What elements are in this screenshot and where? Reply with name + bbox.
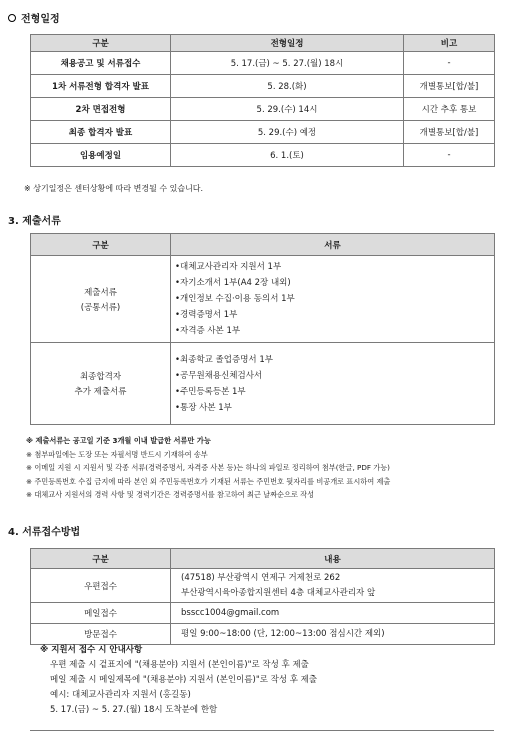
schedule-title: 전형일정 <box>21 14 60 25</box>
documents-group-items <box>171 256 495 343</box>
list-item: • 통장 사본 1부 <box>175 400 490 416</box>
documents-note: ※ 첨부파일에는 도장 또는 자필서명 반드시 기재하여 송부 <box>26 448 390 462</box>
list-item: • 대체교사관리자 지원서 1부 <box>175 259 490 275</box>
schedule-cell: 6. 1.(토) <box>171 144 404 167</box>
schedule-header-row <box>31 35 495 52</box>
documents-group-label <box>31 256 171 343</box>
documents-title: 3. 제출서류 <box>8 216 61 227</box>
documents-group-label-line: 추가 제출서류 <box>74 387 127 397</box>
documents-header-category: 구분 <box>31 234 171 256</box>
documents-table <box>30 233 495 425</box>
documents-group-label-line: 최종합격자 <box>79 372 122 382</box>
method-title: 4. 서류접수방법 <box>8 527 81 538</box>
schedule-cell: 5. 17.(금) ~ 5. 27.(월) 18시 <box>171 52 404 75</box>
documents-header-docs: 서류 <box>171 234 495 256</box>
schedule-cell: 개별통보[합/불] <box>404 121 495 144</box>
documents-group-label-line: (공통서류) <box>80 302 121 313</box>
schedule-cell: - <box>404 144 495 167</box>
method-header-row <box>31 549 495 569</box>
notice-line: 메일 제출 시 메일제목에 "(채용분야) 지원서 (본인이름)"로 작성 후 제출 <box>50 675 318 685</box>
schedule-cell: 5. 29.(수) 예정 <box>171 121 404 144</box>
list-item: • 자격증 사본 1부 <box>175 323 490 339</box>
schedule-cell: 5. 28.(화) <box>171 75 404 98</box>
table-row <box>31 624 495 645</box>
schedule-heading <box>8 10 60 25</box>
list-item: • 경력증명서 1부 <box>175 307 490 323</box>
documents-group-label <box>31 343 171 425</box>
documents-note: ※ 이메일 지원 시 지원서 및 각종 서류(경력증명서, 자격증 사본 등)는 하나의 파일로 정리하여 첨부(한글, PDF 가능) <box>26 461 390 475</box>
schedule-header-category: 구분 <box>31 35 171 52</box>
method-table <box>30 548 495 645</box>
notice-line: 예시: 대체교사관리자 지원서 (홍길동) <box>50 690 191 700</box>
schedule-cell: 2차 면접전형 <box>31 98 171 121</box>
documents-group-items <box>171 343 495 425</box>
schedule-cell: 시간 추후 통보 <box>404 98 495 121</box>
method-email: bsscc1004@gmail.com <box>171 603 495 624</box>
method-header-content: 내용 <box>171 549 495 569</box>
table-row <box>31 343 495 425</box>
notice-line: 5. 17.(금) ~ 5. 27.(월) 18시 도착분에 한함 <box>50 705 218 715</box>
documents-note: ※ 주민등록번호 수집 금지에 따라 본인 외 주민등록번호가 기재된 서류는 주민번호 뒷자리를 비공개로 표시하여 제출 <box>26 475 390 489</box>
list-item: • 공무원채용신체검사서 <box>175 368 490 384</box>
table-row <box>31 144 495 167</box>
schedule-cell: 5. 29.(수) 14시 <box>171 98 404 121</box>
list-item: • 자기소개서 1부(A4 2장 내외) <box>175 275 490 291</box>
list-item: • 개인정보 수집·이용 동의서 1부 <box>175 291 490 307</box>
table-row <box>31 121 495 144</box>
table-row <box>31 569 495 603</box>
table-row <box>31 75 495 98</box>
schedule-header-date: 전형일정 <box>171 35 404 52</box>
method-content <box>171 569 495 603</box>
table-row <box>31 98 495 121</box>
documents-notes <box>26 434 390 502</box>
schedule-cell: - <box>404 52 495 75</box>
schedule-cell: 개별통보[합/불] <box>404 75 495 98</box>
circle-bullet-icon <box>8 14 16 22</box>
schedule-note: ※ 상기일정은 센터상황에 따라 변경될 수 있습니다. <box>24 184 204 193</box>
documents-group-label-line: 제출서류 <box>84 287 117 298</box>
schedule-table <box>30 34 495 167</box>
schedule-cell: 임용예정일 <box>31 144 171 167</box>
documents-note: ※ 제출서류는 공고일 기준 3개월 이내 발급한 서류만 가능 <box>26 434 390 448</box>
notice-line: 우편 제출 시 겉표지에 "(채용분야) 지원서 (본인이름)"로 작성 후 제출 <box>50 660 309 670</box>
method-visit-hours: 평일 9:00~18:00 (단, 12:00~13:00 점심시간 제외) <box>171 624 495 645</box>
documents-note: ※ 대체교사 지원서의 경력 사항 및 경력기간은 경력증명서를 참고하여 최근 날짜순으로 작성 <box>26 488 390 502</box>
table-row <box>31 52 495 75</box>
schedule-cell: 채용공고 및 서류접수 <box>31 52 171 75</box>
list-item: • 주민등록등본 1부 <box>175 384 490 400</box>
list-item: • 최종학교 졸업증명서 1부 <box>175 352 490 368</box>
schedule-cell: 최종 합격자 발표 <box>31 121 171 144</box>
notice-heading: ※ 지원서 접수 시 안내사항 <box>40 645 143 655</box>
schedule-cell: 1차 서류전형 합격자 발표 <box>31 75 171 98</box>
method-address-line: 부산광역시육아종합지원센터 4층 대체교사관리자 앞 <box>181 587 376 598</box>
documents-header-row <box>31 234 495 256</box>
method-notice <box>30 643 494 731</box>
method-header-category: 구분 <box>31 549 171 569</box>
table-row <box>31 256 495 343</box>
method-address-line: (47518) 부산광역시 연제구 거제천로 262 <box>181 572 341 583</box>
method-label: 우편접수 <box>31 569 171 603</box>
method-label: 방문접수 <box>31 624 171 645</box>
table-row <box>31 603 495 624</box>
schedule-header-remark: 비고 <box>404 35 495 52</box>
method-label: 메일접수 <box>31 603 171 624</box>
